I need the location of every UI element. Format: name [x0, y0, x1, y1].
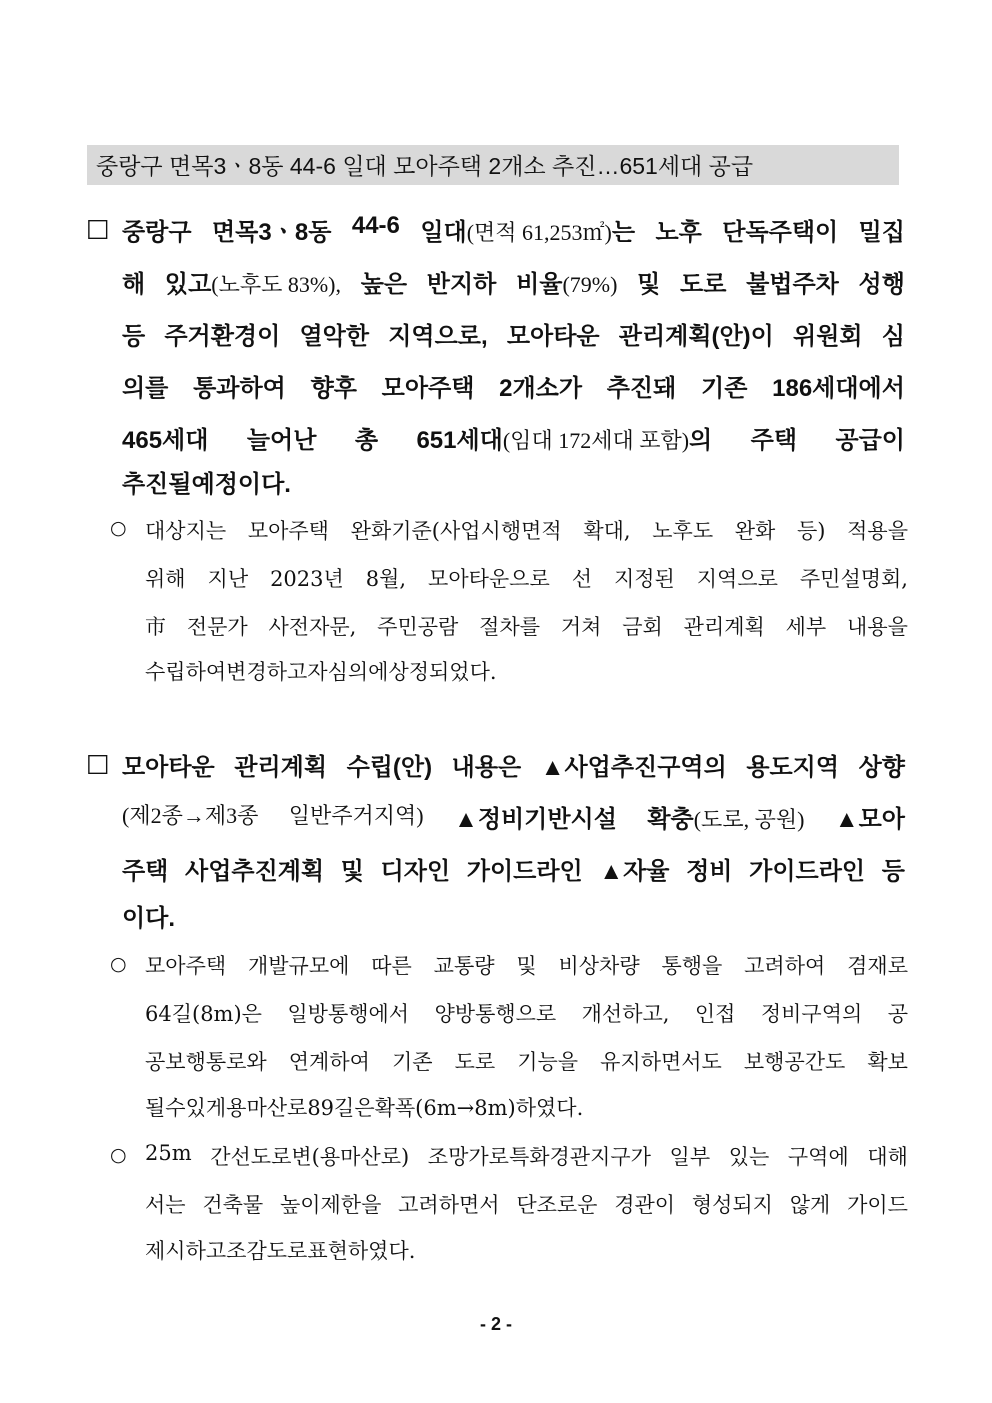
section1-main-line-2: 해 있고(노후도 83%), 높은 반지하 비율(79%) 및 도로 불법주차 성행 — [122, 271, 905, 298]
section1-main-line-6: 추진될 예정이다. — [122, 471, 291, 498]
page-number: - 2 - — [479, 1314, 512, 1334]
square-bullet-1: □ — [86, 213, 110, 242]
section2-sub2-line-2: 서는 건축물 높이제한을 고려하면서 단조로운 경관이 형성되지 않게 가이드 — [145, 1193, 908, 1217]
circle-bullet-1: ○ — [110, 517, 127, 539]
section2-sub2-line-1: 25m 간선도로변(용마산로) 조망가로특화경관지구가 일부 있는 구역에 대해 — [145, 1141, 908, 1169]
section2-main-line-2: (제2종→제3종 일반주거지역) ▲정비기반시설 확충(도로, 공원) ▲모아 — [122, 803, 905, 833]
section2-sub1-line-4: 될 수 있게 용마산로89길은 확폭(6m→8m) 하였다. — [145, 1096, 584, 1120]
section2-sub1-line-1: 모아주택 개발규모에 따른 교통량 및 비상차량 통행을 고려하여 겸재로 — [145, 954, 908, 978]
section2-main-line-4: 이다. — [122, 905, 176, 932]
section2-main-line-3: 주택 사업추진계획 및 디자인 가이드라인 ▲자율 정비 가이드라인 등 — [122, 858, 905, 885]
section1-main-line-1: 중랑구 면목3ㆍ8동 44-6 일대(면적 61,253㎡)는 노후 단독주택이 밀집 — [122, 212, 905, 246]
section1-main-line-3: 등 주거환경이 열악한 지역으로, 모아타운 관리계획(안)이 위원회 심 — [122, 323, 905, 350]
page-title: 중랑구 면목3ㆍ8동 44-6 일대 모아주택 2개소 추진…651세대 공급 — [96, 153, 754, 179]
section2-sub2-line-3: 제시하고 조감도로 표현하였다. — [145, 1239, 416, 1263]
section1-sub-line-1: 대상지는 모아주택 완화기준(사업시행면적 확대, 노후도 완화 등) 적용을 — [145, 519, 908, 543]
square-bullet-2: □ — [86, 748, 110, 777]
section2-main-line-1: 모아타운 관리계획 수립(안) 내용은 ▲사업추진구역의 용도지역 상향 — [122, 754, 905, 781]
section2-sub1-line-3: 공보행통로와 연계하여 기존 도로 기능을 유지하면서도 보행공간도 확보 — [145, 1050, 908, 1074]
circle-bullet-2: ○ — [110, 953, 127, 975]
section1-sub-line-2: 위해 지난 2023년 8월, 모아타운으로 선 지정된 지역으로 주민설명회, — [145, 567, 908, 591]
section1-main-line-4: 의를 통과하여 향후 모아주택 2개소가 추진돼 기존 186세대에서 — [122, 375, 905, 402]
section2-sub1-line-2: 64길(8m)은 일방통행에서 양방통행으로 개선하고, 인접 정비구역의 공 — [145, 1002, 908, 1026]
section1-main-line-5: 465세대 늘어난 총 651세대(임대 172세대 포함)의 주택 공급이 — [122, 427, 905, 454]
section1-sub-line-3: 市 전문가 사전자문, 주민공람 절차를 거쳐 금회 관리계획 세부 내용을 — [145, 615, 908, 639]
section1-sub-line-4: 수립하여 변경하고자 심의에 상정되었다. — [145, 660, 497, 684]
circle-bullet-3: ○ — [110, 1144, 127, 1166]
